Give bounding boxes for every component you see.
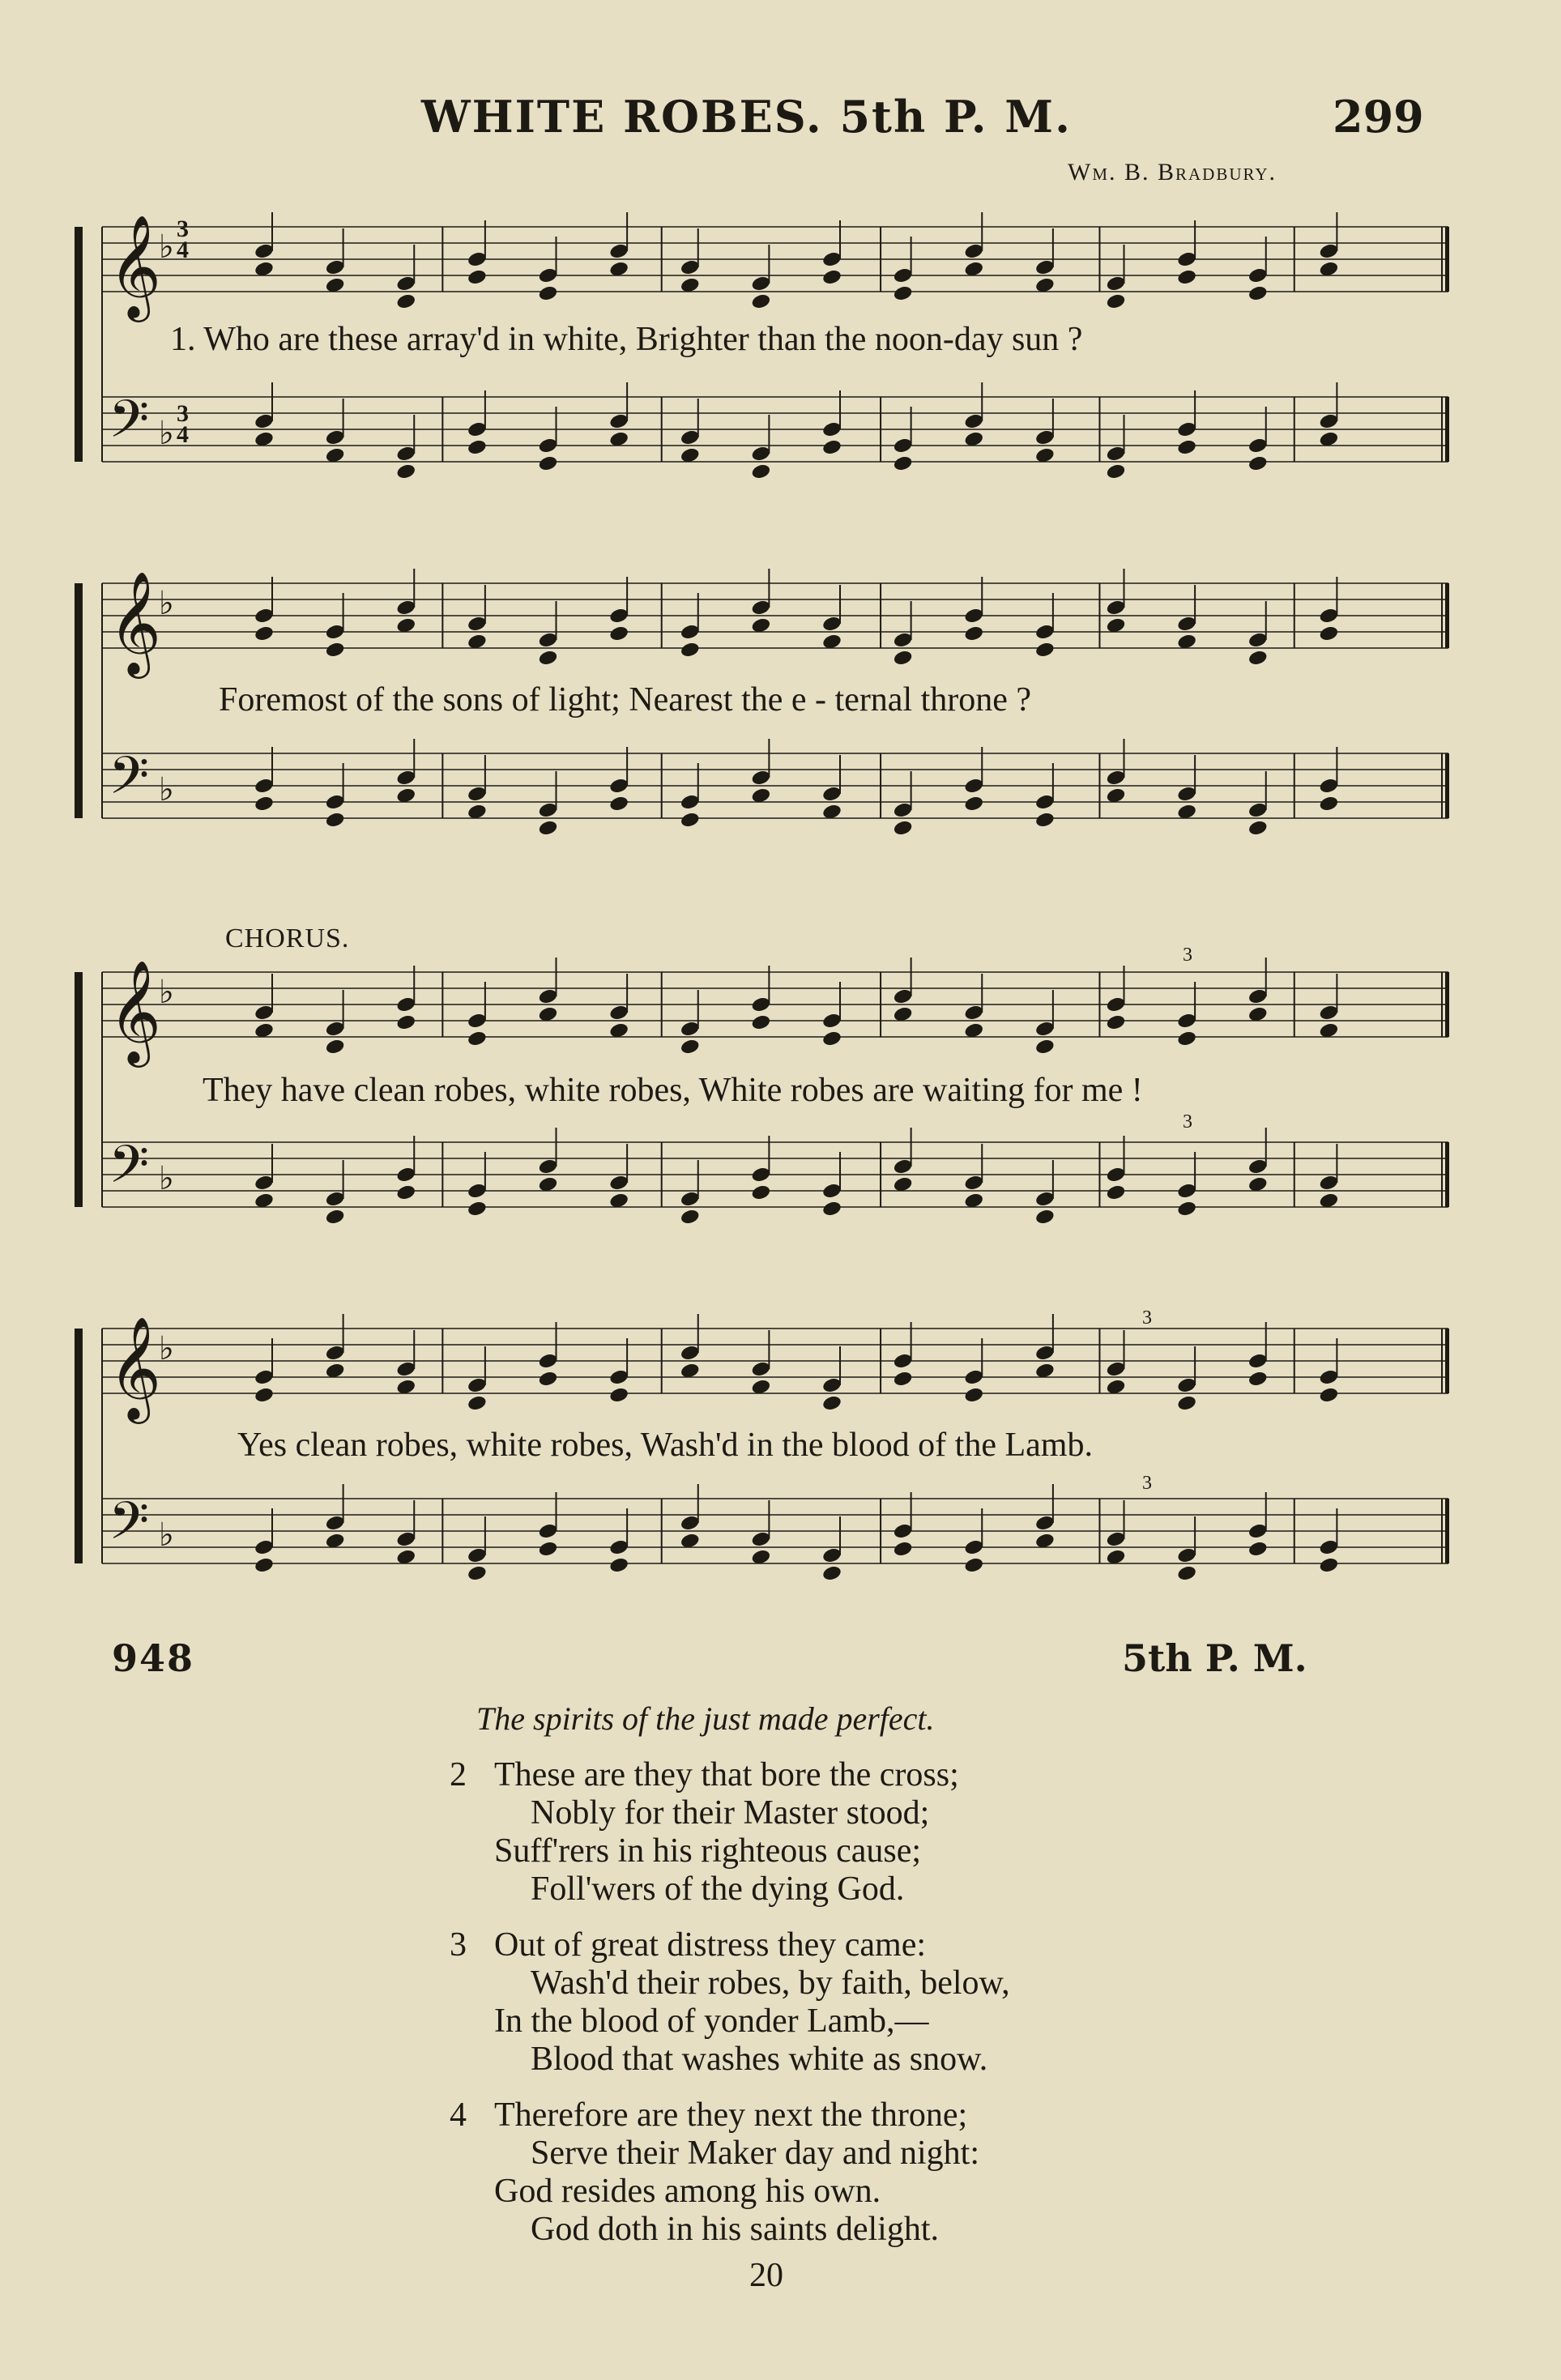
hymn-meter: 5th P. M. — [1122, 1636, 1307, 1680]
notehead — [1248, 819, 1269, 837]
chorus-label: CHORUS. — [225, 923, 350, 953]
time-signature-top-bass: 3 — [177, 400, 189, 427]
notehead — [608, 1386, 629, 1404]
notehead — [750, 1013, 771, 1031]
composer-credit: Wm. B. Bradbury. — [1068, 159, 1277, 186]
key-flat-icon: ♭ — [159, 585, 174, 622]
verse-line: Blood that washes white as snow. — [531, 2041, 988, 2078]
final-barline — [1445, 227, 1449, 292]
verse-number: 3 — [450, 1926, 467, 1964]
notehead — [963, 625, 984, 642]
notehead — [325, 1038, 346, 1056]
notehead — [1106, 463, 1127, 480]
key-flat-icon: ♭ — [159, 771, 174, 808]
notehead — [608, 1556, 629, 1574]
system-brace — [75, 583, 83, 818]
notehead — [963, 1556, 984, 1574]
bass-clef-icon: 𝄢 — [109, 390, 150, 463]
notehead — [395, 1184, 416, 1201]
notehead — [538, 819, 559, 837]
signature-number: 20 — [749, 2257, 783, 2294]
time-signature-bottom-bass: 4 — [177, 421, 189, 448]
key-flat-icon: ♭ — [159, 1160, 174, 1197]
notehead — [1034, 641, 1056, 659]
notehead — [1034, 1208, 1056, 1226]
verse-line: God doth in his saints delight. — [531, 2211, 939, 2248]
final-barline — [1445, 972, 1449, 1037]
notehead — [1318, 1386, 1339, 1404]
notehead — [538, 1540, 559, 1558]
music-system-3 — [71, 945, 1458, 1248]
key-flat-icon: ♭ — [159, 974, 174, 1011]
notehead — [821, 268, 842, 286]
verse-line: Nobly for their Master stood; — [531, 1794, 930, 1832]
final-barline — [1445, 1329, 1449, 1393]
notehead — [1248, 284, 1269, 302]
notehead — [467, 1394, 488, 1412]
notehead — [680, 1038, 701, 1056]
notehead — [467, 1564, 488, 1582]
verse-4 — [450, 2096, 1010, 2249]
time-signature-top: 3 — [177, 215, 189, 242]
notehead — [254, 625, 275, 642]
verse-text: Out of great distress they came: — [494, 1926, 926, 1964]
notehead — [467, 1030, 488, 1047]
notehead — [538, 1370, 559, 1388]
key-flat-icon: ♭ — [159, 1330, 174, 1367]
time-signature — [177, 215, 189, 263]
notehead — [608, 625, 629, 642]
notehead — [1106, 292, 1127, 310]
notehead — [1248, 649, 1269, 667]
notehead — [1176, 1200, 1197, 1218]
music-system-2 — [71, 567, 1458, 859]
notehead — [395, 463, 416, 480]
notehead — [254, 1556, 275, 1574]
notehead — [821, 1200, 842, 1218]
verse-line: Serve their Maker day and night: — [531, 2135, 979, 2172]
notehead — [395, 292, 416, 310]
notehead — [893, 649, 914, 667]
notehead — [1034, 811, 1056, 829]
notehead — [750, 292, 771, 310]
notehead — [467, 268, 488, 286]
notehead — [1176, 268, 1197, 286]
hymn-heading: The spirits of the just made perfect. — [476, 1700, 935, 1737]
verse-line: Wash'd their robes, by faith, below, — [531, 1964, 1010, 2002]
notehead — [1318, 1556, 1339, 1574]
bass-clef-icon: 𝄢 — [109, 1135, 150, 1208]
hymn-number: 948 — [112, 1636, 195, 1680]
verse-line: Foll'wers of the dying God. — [531, 1870, 905, 1908]
page-title: WHITE ROBES. 5th P. M. — [421, 91, 1072, 143]
key-flat-icon: ♭ — [159, 228, 174, 266]
triplet-mark-chorus-treble: 3 — [1183, 945, 1192, 966]
final-barline — [1445, 1142, 1449, 1207]
notehead — [1176, 1030, 1197, 1047]
time-signature-bottom: 4 — [177, 237, 189, 263]
system-brace — [75, 972, 83, 1207]
lyric-line-3: They have clean robes, white robes, White robes are waiting for me ! — [203, 1072, 1143, 1109]
notehead — [608, 795, 629, 813]
lyric-line-2: Foremost of the sons of light; Nearest the e - ternal throne ? — [219, 681, 1032, 719]
treble-clef-icon: 𝄞 — [109, 959, 162, 1063]
bass-clef-icon: 𝄢 — [109, 1491, 150, 1564]
bass-clef-icon: 𝄢 — [109, 746, 150, 819]
notehead — [680, 811, 701, 829]
hymn-verses — [450, 1756, 1010, 2267]
system-brace — [75, 227, 83, 462]
key-flat-icon: ♭ — [159, 1516, 174, 1554]
notehead — [467, 1200, 488, 1218]
music-system-4 — [71, 1307, 1458, 1604]
notehead — [821, 1030, 842, 1047]
notehead — [325, 641, 346, 659]
notehead — [963, 1386, 984, 1404]
verse-line: Suff'rers in his righteous cause; — [494, 1832, 922, 1870]
final-barline — [1445, 1499, 1449, 1563]
notehead — [750, 463, 771, 480]
notehead — [821, 1564, 842, 1582]
verse-text: These are they that bore the cross; — [494, 1756, 959, 1794]
notehead — [254, 795, 275, 813]
notehead — [325, 1208, 346, 1226]
lyric-line-1: 1. Who are these array'd in white, Brighter than the noon-day sun ? — [170, 321, 1083, 358]
verse-line — [450, 1756, 1010, 1794]
triplet-mark-chorus-bass: 3 — [1183, 1111, 1192, 1132]
notehead — [750, 1184, 771, 1201]
notehead — [893, 1370, 914, 1388]
notehead — [467, 438, 488, 456]
notehead — [1034, 1038, 1056, 1056]
treble-clef-icon: 𝄞 — [109, 570, 162, 674]
verse-2 — [450, 1756, 1010, 1909]
notehead — [821, 438, 842, 456]
verse-line — [450, 1926, 1010, 1964]
lyric-line-4: Yes clean robes, white robes, Wash'd in the blood of the Lamb. — [237, 1427, 1093, 1464]
verse-line — [450, 2096, 1010, 2135]
treble-clef-icon: 𝄞 — [109, 1316, 162, 1419]
notehead — [680, 1208, 701, 1226]
notehead — [893, 284, 914, 302]
final-barline — [1445, 583, 1449, 648]
key-flat-icon: ♭ — [159, 415, 174, 452]
notehead — [254, 1386, 275, 1404]
final-barline — [1445, 753, 1449, 818]
notehead — [1248, 454, 1269, 472]
notehead — [1318, 795, 1339, 813]
notehead — [963, 795, 984, 813]
page-number: 299 — [1333, 91, 1424, 143]
verse-text: Therefore are they next the throne; — [494, 2096, 968, 2134]
notehead — [1318, 625, 1339, 642]
notehead — [538, 649, 559, 667]
notehead — [821, 1394, 842, 1412]
notehead — [1106, 1184, 1127, 1201]
treble-clef-icon: 𝄞 — [109, 214, 162, 318]
notehead — [680, 641, 701, 659]
notehead — [1176, 438, 1197, 456]
notehead — [893, 1540, 914, 1558]
verse-line: God resides among his own. — [494, 2173, 881, 2210]
notehead — [893, 819, 914, 837]
triplet-mark-final-treble: 3 — [1142, 1307, 1152, 1329]
notehead — [395, 1013, 416, 1031]
notehead — [538, 454, 559, 472]
notehead — [1176, 1564, 1197, 1582]
notehead — [538, 284, 559, 302]
verse-3 — [450, 1926, 1010, 2079]
verse-line: In the blood of yonder Lamb,— — [494, 2003, 929, 2040]
music-system-1 — [71, 211, 1458, 502]
system-brace — [75, 1329, 83, 1563]
notehead — [1106, 1013, 1127, 1031]
final-barline — [1445, 397, 1449, 462]
triplet-mark-final-bass: 3 — [1142, 1473, 1152, 1494]
notehead — [893, 454, 914, 472]
notehead — [1176, 1394, 1197, 1412]
verse-number: 2 — [450, 1756, 467, 1794]
notehead — [325, 811, 346, 829]
notehead — [1248, 1370, 1269, 1388]
notehead — [1248, 1540, 1269, 1558]
verse-number: 4 — [450, 2096, 467, 2134]
time-signature-bass — [177, 400, 189, 448]
